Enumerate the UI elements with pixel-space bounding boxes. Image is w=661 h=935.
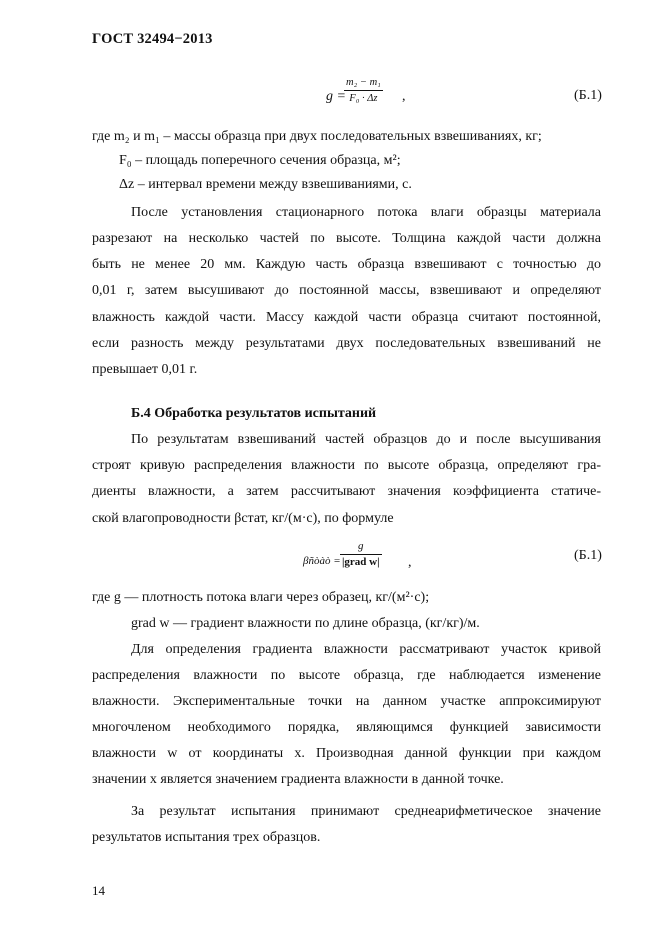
p2-line: диенты влажности, а затем рассчитывают значения коэффициента статиче- bbox=[92, 484, 601, 499]
p1-line: быть не менее 20 мм. Каждую часть образца взвешивают с точностью до bbox=[92, 257, 601, 272]
def-gradient: grad w — градиент влажности по длине образца, (кг/кг)/м. bbox=[131, 616, 480, 631]
p2-line: строят кривую распределения влажности по высоте образца, определяют гра- bbox=[92, 458, 601, 473]
eq2-numerator: g bbox=[358, 540, 364, 552]
def-flux: где g — плотность потока влаги через образец, кг/(м²·с); bbox=[92, 590, 430, 605]
eq2-number: (Б.1) bbox=[574, 548, 602, 563]
p1-line: разрезают на несколько частей по высоте. Толщина каждой части должна bbox=[92, 231, 601, 246]
section-heading: Б.4 Обработка результатов испытаний bbox=[131, 406, 377, 421]
eq2-fraction bbox=[340, 540, 382, 569]
p1-line: После установления стационарного потока влаги образцы материала bbox=[131, 205, 601, 220]
eq2-lhs: βñòàò = bbox=[303, 555, 341, 567]
p1-line: влажность каждой части. Массу каждой части образца считают постоянной, bbox=[92, 310, 601, 325]
p2-line: ской влагопроводности βстат, кг/(м·с), по формуле bbox=[92, 511, 394, 526]
eq1-number: (Б.1) bbox=[574, 88, 602, 103]
def-area: F₀ – площадь поперечного сечения образца, м²; bbox=[119, 153, 401, 168]
p3-line: распределения влажности по высоте образца, где наблюдается изменение bbox=[92, 668, 601, 683]
eq1-tail: , bbox=[402, 89, 406, 104]
p3-line: значении x является значением градиента влажности в данной точке. bbox=[92, 772, 504, 787]
document-header: ГОСТ 32494−2013 bbox=[92, 31, 213, 47]
p1-line: 0,01 г, затем высушивают до постоянной массы, взвешивают и определяют bbox=[92, 283, 601, 298]
eq2-tail: , bbox=[408, 555, 412, 570]
page-number: 14 bbox=[92, 883, 105, 898]
p4-line: результатов испытания трех образцов. bbox=[92, 830, 321, 845]
p2-line: По результатам взвешиваний частей образцов до и после высушивания bbox=[131, 432, 601, 447]
p1-line: превышает 0,01 г. bbox=[92, 362, 198, 377]
p4-line: За результат испытания принимают среднеарифметическое значение bbox=[131, 804, 601, 819]
eq1-denominator: F₀ · Δz bbox=[349, 93, 378, 104]
p3-line: влажности. Экспериментальные точки на данном участке аппроксимируют bbox=[92, 694, 601, 709]
eq1-numerator: m₂ − m₁ bbox=[346, 77, 381, 88]
def-masses: где m₂ и m₁ – массы образца при двух последовательных взвешиваниях, кг; bbox=[92, 129, 542, 144]
p3-line: влажности w от координаты x. Производная данной функции при каждом bbox=[92, 746, 601, 761]
eq1-lhs: g = bbox=[326, 89, 346, 104]
def-interval: Δz – интервал времени между взвешиваниями, с. bbox=[119, 177, 412, 192]
eq2-denominator: |grad w| bbox=[342, 556, 380, 568]
p3-line: многочленом необходимого порядка, являющимся функцией зависимости bbox=[92, 720, 601, 735]
eq1-fraction bbox=[344, 76, 383, 105]
p1-line: если разность между результатами двух последовательных взвешиваний не bbox=[92, 336, 601, 351]
p3-line: Для определения градиента влажности рассматривают участок кривой bbox=[131, 642, 601, 657]
